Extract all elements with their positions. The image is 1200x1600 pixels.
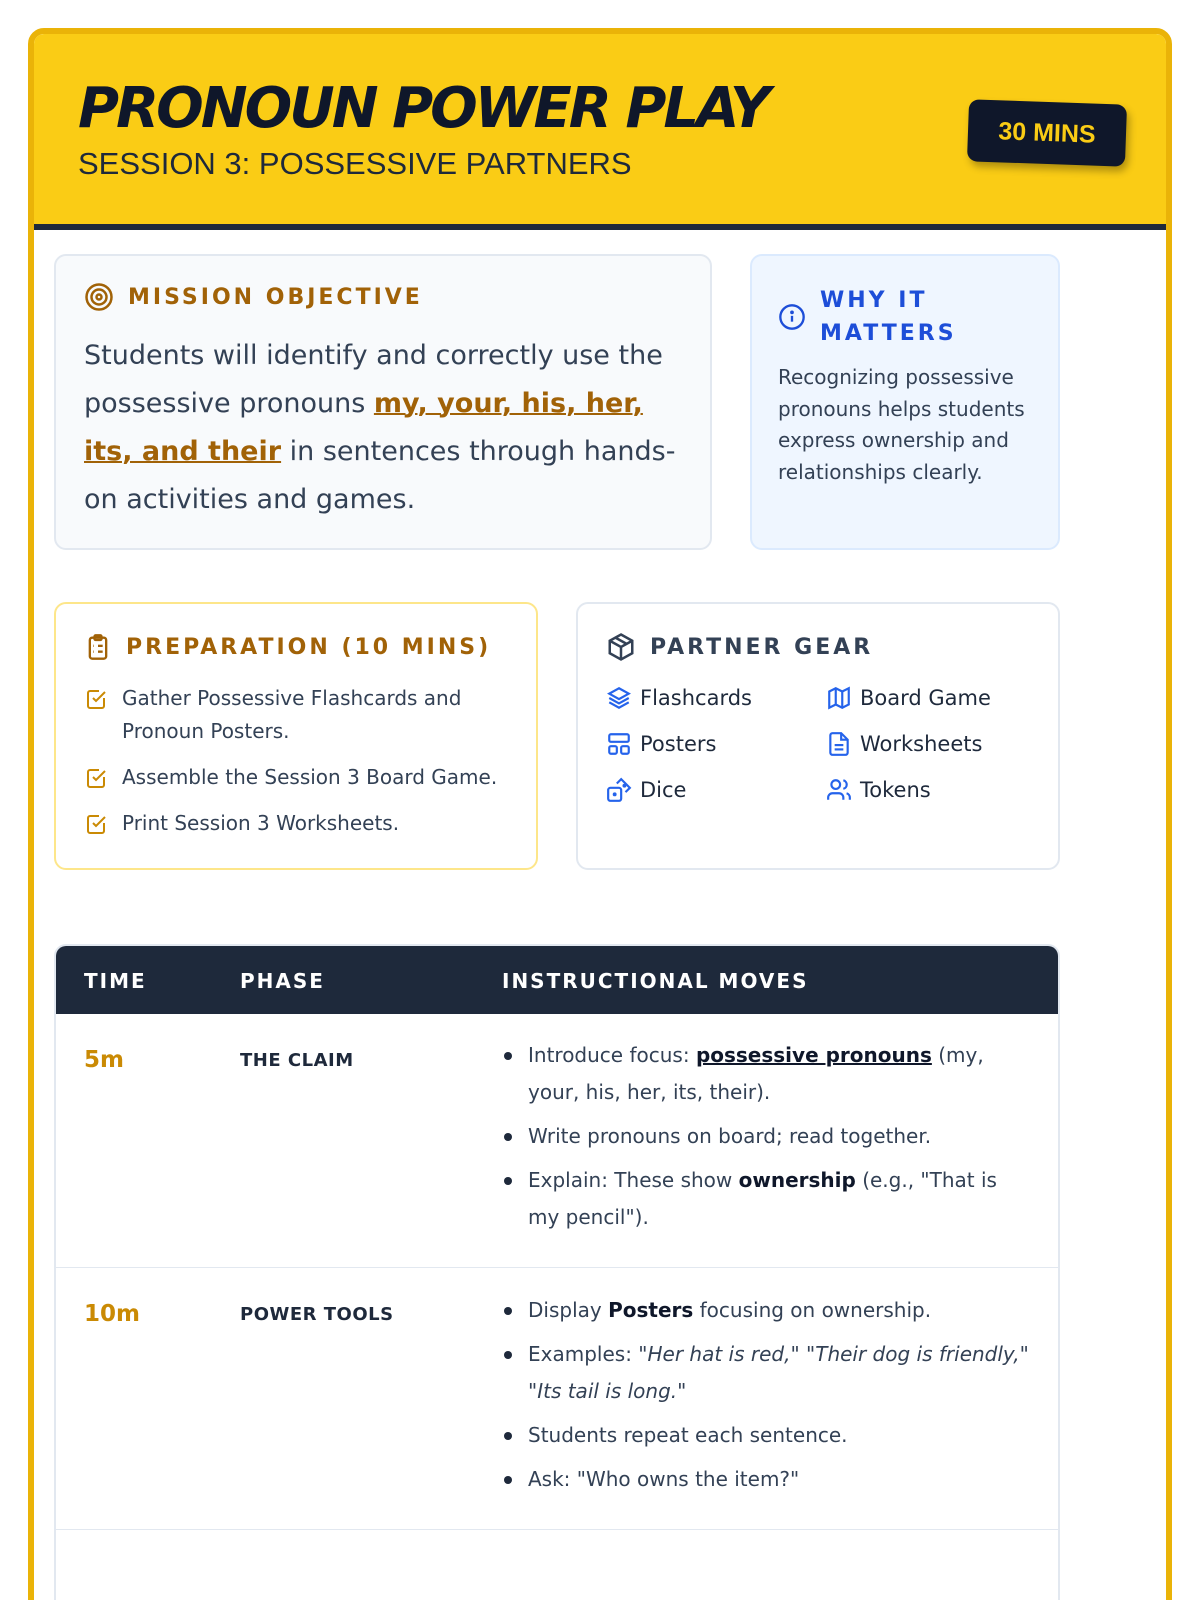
gear-item-tokens: Tokens: [826, 774, 1036, 806]
session-subtitle: SESSION 3: POSSESSIVE PARTNERS: [78, 146, 632, 181]
row-phase: THE CLAIM: [240, 1050, 354, 1071]
mission-objective-text: Students will identify and correctly use the possessive pronouns my, your, his, her, its, and their in sentences through hands-on activities and games.: [84, 340, 676, 515]
list-item: Students repeat each sentence.: [502, 1417, 1032, 1454]
list-item: Examples: "Her hat is red," "Their dog is friendly," "Its tail is long.": [502, 1336, 1032, 1410]
layers-icon: [606, 685, 632, 711]
gear-item-posters: Posters: [606, 728, 826, 760]
layout-icon: [606, 731, 632, 757]
row-moves: [502, 1292, 1032, 1505]
why-it-matters-card: [750, 254, 1060, 550]
row-moves: [502, 1037, 1032, 1243]
row-phase: POWER TOOLS: [240, 1304, 394, 1325]
mission-objective-card: [54, 254, 712, 550]
checkbox-checked-icon: [84, 766, 108, 790]
list-item: Introduce focus: possessive pronouns (my, your, his, her, its, their).: [502, 1037, 1032, 1111]
row-time: 5m: [84, 1047, 124, 1073]
mission-objective-heading: MISSION OBJECTIVE: [128, 284, 423, 310]
partner-gear-card: [576, 602, 1060, 870]
target-icon: [84, 282, 114, 312]
preparation-list: [84, 682, 514, 853]
lesson-plan-table: [54, 944, 1060, 1600]
clipboard-icon: [84, 632, 112, 662]
package-icon: [606, 632, 636, 662]
pronoun-highlight: my, your, his, her, its, and their: [84, 388, 643, 467]
gear-item-dice: Dice: [606, 774, 826, 806]
table-row: [56, 1014, 1058, 1268]
gear-item-flashcards: Flashcards: [606, 682, 826, 714]
preparation-heading: PREPARATION (10 MINS): [126, 634, 492, 660]
row-time: 10m: [84, 1301, 140, 1327]
table-header: [56, 946, 1058, 1014]
list-item: Assemble the Session 3 Board Game.: [84, 761, 514, 794]
checkbox-checked-icon: [84, 687, 108, 711]
gear-item-board-game: Board Game: [826, 682, 1036, 714]
list-item: Gather Possessive Flashcards and Pronoun Posters.: [84, 682, 514, 748]
dice-icon: [606, 777, 632, 803]
gear-list: [606, 682, 1036, 806]
map-icon: [826, 685, 852, 711]
gear-item-worksheets: Worksheets: [826, 728, 1036, 760]
list-item: Explain: These show ownership (e.g., "That is my pencil").: [502, 1162, 1032, 1236]
duration-badge: 30 MINS: [967, 99, 1127, 166]
column-header-time: TIME: [84, 969, 147, 993]
column-header-moves: INSTRUCTIONAL MOVES: [502, 969, 809, 993]
partner-gear-heading: PARTNER GEAR: [650, 634, 874, 660]
list-item: Display Posters focusing on ownership.: [502, 1292, 1032, 1329]
why-it-matters-heading: WHY IT MATTERS: [820, 288, 957, 346]
list-item: Print Session 3 Worksheets.: [84, 807, 514, 840]
page-title: PRONOUN POWER PLAY: [78, 76, 768, 141]
file-text-icon: [826, 731, 852, 757]
checkbox-checked-icon: [84, 812, 108, 836]
info-icon: [778, 303, 806, 331]
column-header-phase: PHASE: [240, 969, 325, 993]
table-row: [56, 1268, 1058, 1530]
header-banner: [34, 34, 1166, 230]
list-item: Ask: "Who owns the item?": [502, 1461, 1032, 1498]
preparation-card: [54, 602, 538, 870]
why-it-matters-text: Recognizing possessive pronouns helps students express ownership and relationships clearly.: [778, 365, 1025, 484]
users-icon: [826, 777, 852, 803]
list-item: Write pronouns on board; read together.: [502, 1118, 1032, 1155]
